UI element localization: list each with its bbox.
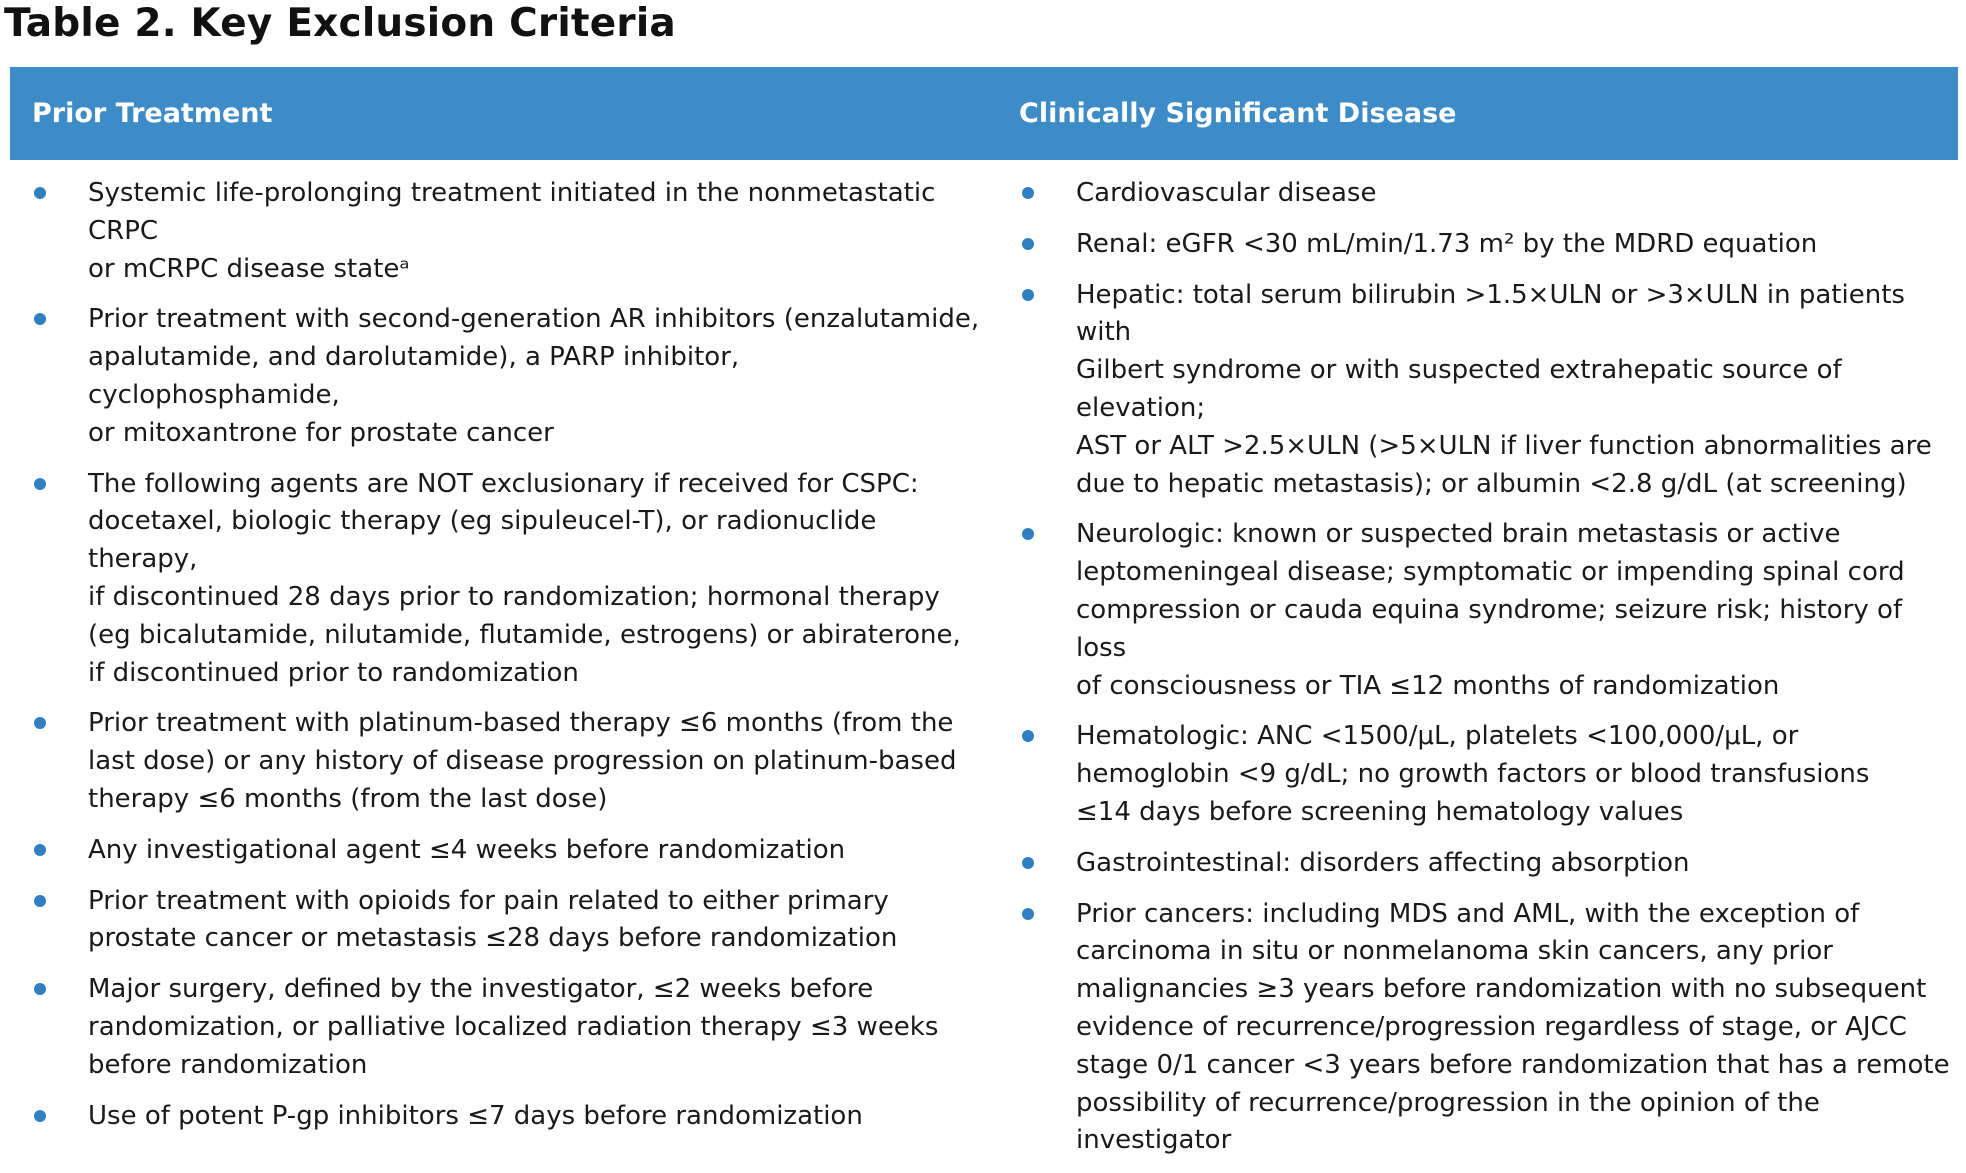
criterion-text: Cardiovascular disease [1076, 178, 1377, 208]
criterion-item [30, 175, 980, 288]
criterion-text: Gastrointestinal: disorders affecting absorption [1076, 847, 1690, 878]
bullet-icon [1022, 730, 1034, 742]
bullet-icon [34, 717, 46, 729]
criterion-text: Hematologic: ANC <1500/μL, platelets <100,000/μL, or hemoglobin <9 g/dL; no growth factors or blood transfusions ≤14 days before screening hematology values [1076, 721, 1870, 827]
criterion-text: Use of potent P-gp inhibitors ≤7 days before randomization [88, 1100, 863, 1131]
criterion-text: The following agents are NOT exclusionary if received for CSPC: docetaxel, biologic therapy (eg sipuleucel-T), or radionuclide therapy, if discontinued 28 days prior to randomization; hormonal therapy (eg bicalutamide, nilutamide, flutamide, estrogens) or abiraterone, if discontinued prior to randomization [88, 468, 961, 688]
criterion-text: Any investigational agent ≤4 weeks before randomization [88, 834, 846, 865]
column-header-prior-treatment: Prior Treatment [32, 98, 273, 129]
criterion-text: Renal: eGFR <30 mL/min/1.73 m² by the MDRD equation [1076, 228, 1818, 259]
bullet-icon [34, 983, 46, 995]
bullet-icon [34, 478, 46, 490]
criterion-text: Prior treatment with opioids for pain related to either primary prostate cancer or metastasis ≤28 days before randomization [88, 885, 898, 954]
criterion-item [30, 832, 980, 870]
clinically-significant-disease-list [1018, 175, 1958, 1173]
bullet-icon [34, 844, 46, 856]
criterion-item [1018, 277, 1958, 504]
bullet-icon [34, 187, 46, 199]
criterion-item [1018, 516, 1958, 705]
criterion-text: Prior cancers: including MDS and AML, with the exception of carcinoma in situ or nonmelanoma skin cancers, any prior malignancies ≥3 years before randomization with no subsequent evidence of recurrence/progression regardless of stage, or AJCC stage 0/1 cancer <3 years before randomization that has a remote possibility of recurrence/progression in the opinion of the investigator [1076, 898, 1950, 1156]
criterion-text: Major surgery, defined by the investigator, ≤2 weeks before randomization, or palliative localized radiation therapy ≤3 weeks before randomization [88, 974, 939, 1080]
criterion-item [30, 883, 980, 959]
table-title: Table 2. Key Exclusion Criteria [4, 1, 676, 46]
column-header-clinically-significant-disease: Clinically Significant Disease [1019, 98, 1457, 129]
prior-treatment-list [30, 175, 980, 1148]
criterion-item [1018, 226, 1958, 264]
criterion-text: Prior treatment with second-generation AR inhibitors (enzalutamide, apalutamide, and darolutamide), a PARP inhibitor, cyclophosphamide, or mitoxantrone for prostate cancer [88, 304, 980, 448]
criterion-item [30, 301, 980, 452]
bullet-icon [1022, 528, 1034, 540]
bullet-icon [34, 313, 46, 325]
bullet-icon [1022, 908, 1034, 920]
criterion-text: Neurologic: known or suspected brain metastasis or active leptomeningeal disease; symptomatic or impending spinal cord compression or cauda equina syndrome; seizure risk; history of loss of consciousness or TIA ≤12 months of randomization [1076, 519, 1905, 701]
bullet-icon [1022, 238, 1034, 250]
bullet-icon [1022, 289, 1034, 301]
criterion-item [1018, 175, 1958, 213]
criterion-item [1018, 845, 1958, 883]
criterion-text: Hepatic: total serum bilirubin >1.5×ULN or >3×ULN in patients with Gilbert syndrome or with suspected extrahepatic source of elevation; AST or ALT >2.5×ULN (>5×ULN if liver function abnormalities are due to hepatic metastasis); or albumin <2.8 g/dL (at screening) [1076, 279, 1932, 499]
bullet-icon [1022, 187, 1034, 199]
bullet-icon [34, 895, 46, 907]
criterion-text: Systemic life-prolonging treatment initiated in the nonmetastatic CRPC or mCRPC disease stateᵃ [88, 178, 936, 284]
criterion-text: Prior treatment with platinum-based therapy ≤6 months (from the last dose) or any history of disease progression on platinum-based therapy ≤6 months (from the last dose) [88, 708, 957, 814]
bullet-icon [1022, 857, 1034, 869]
bullet-icon [34, 1110, 46, 1122]
criterion-item [30, 705, 980, 818]
criterion-item [30, 1098, 980, 1136]
criterion-item [30, 466, 980, 693]
table-header-bar [10, 67, 1958, 160]
criterion-item [1018, 718, 1958, 831]
